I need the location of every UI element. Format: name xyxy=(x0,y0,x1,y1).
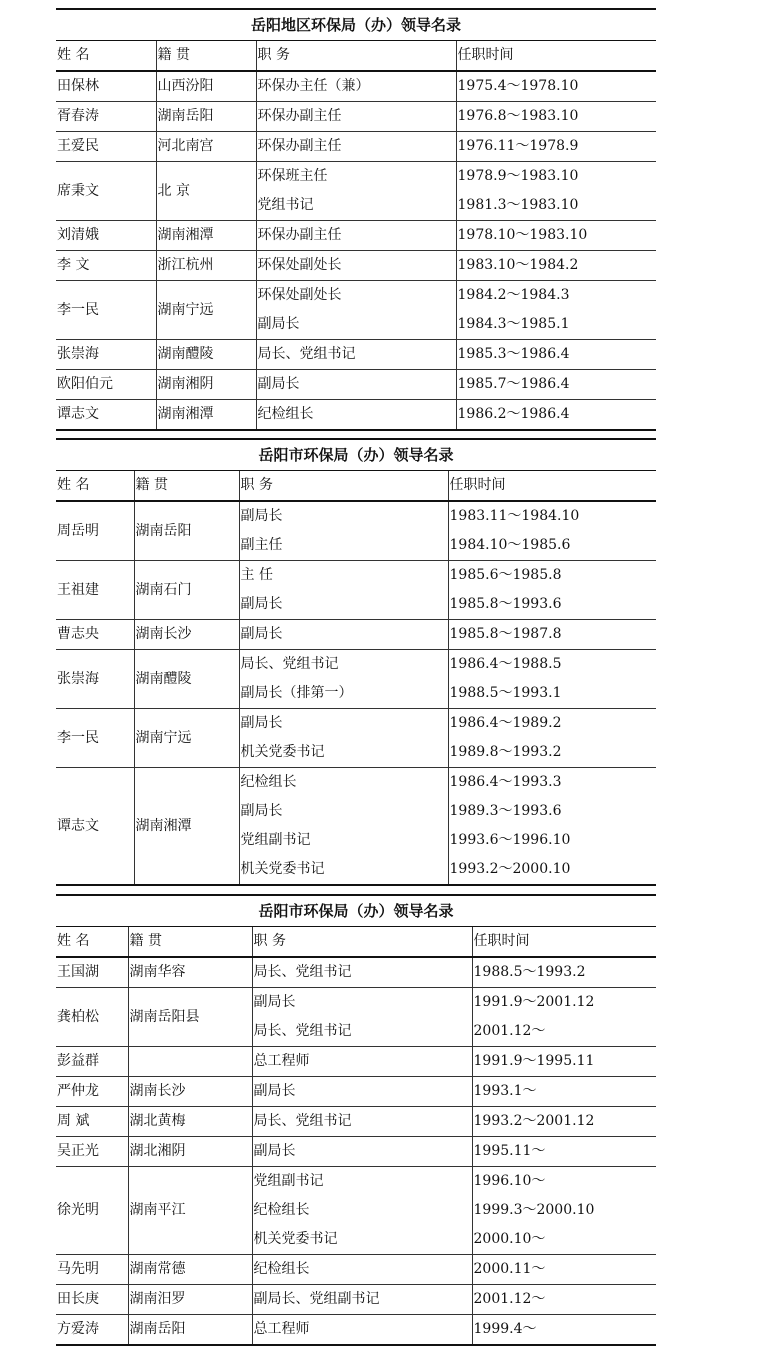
post-line: 机关党委书记 xyxy=(240,744,325,760)
leader-origin: 湖北黄梅 xyxy=(128,1107,252,1137)
table-row xyxy=(56,1315,656,1346)
leader-name: 方爱涛 xyxy=(56,1315,128,1346)
leader-posts xyxy=(256,340,456,370)
table-row xyxy=(56,620,656,650)
term-line: 1991.9～1995.11 xyxy=(473,1053,595,1069)
post-line: 总工程师 xyxy=(253,1321,310,1337)
term-line: 1975.4～1978.10 xyxy=(457,78,579,94)
post-line: 副局长 xyxy=(240,626,283,642)
leader-origin: 湖南宁远 xyxy=(156,281,256,340)
term-line: 1991.9～2001.12 xyxy=(473,994,595,1010)
leader-posts xyxy=(252,1167,472,1255)
post-line: 环保办副主任 xyxy=(257,108,342,124)
table-row xyxy=(56,340,656,370)
post-line: 环保办副主任 xyxy=(257,227,342,243)
table-row xyxy=(56,1077,656,1107)
post-line: 纪检组长 xyxy=(240,774,297,790)
table-row xyxy=(56,162,656,221)
leader-origin: 湖南常德 xyxy=(128,1255,252,1285)
leader-posts xyxy=(239,768,448,886)
leader-posts xyxy=(256,162,456,221)
post-line: 环保办副主任 xyxy=(257,138,342,154)
leader-name: 田长庚 xyxy=(56,1285,128,1315)
header-row xyxy=(56,471,656,501)
term-line: 1995.11～ xyxy=(473,1143,546,1159)
post-line: 副局长 xyxy=(240,803,283,819)
post-line: 党组副书记 xyxy=(253,1173,324,1189)
leader-terms xyxy=(456,71,656,102)
leader-terms xyxy=(472,1167,656,1255)
term-line: 1985.8～1987.8 xyxy=(449,626,562,642)
leader-name: 谭志文 xyxy=(56,400,156,431)
term-line: 1993.1～ xyxy=(473,1083,537,1099)
leader-terms xyxy=(448,620,656,650)
leader-name: 刘清娥 xyxy=(56,221,156,251)
term-line: 1993.2～2001.12 xyxy=(473,1113,595,1129)
leader-name: 胥春涛 xyxy=(56,102,156,132)
term-line: 1984.3～1985.1 xyxy=(457,316,570,332)
post-line: 纪检组长 xyxy=(253,1202,310,1218)
leader-posts xyxy=(256,251,456,281)
term-line: 1985.3～1986.4 xyxy=(457,346,570,362)
term-line: 1978.9～1983.10 xyxy=(457,168,579,184)
post-line: 局长、党组书记 xyxy=(253,1113,352,1129)
leader-posts xyxy=(239,561,448,620)
leader-posts xyxy=(256,370,456,400)
leader-posts xyxy=(256,281,456,340)
leader-origin: 湖南岳阳 xyxy=(134,501,239,561)
table-row xyxy=(56,370,656,400)
term-line: 1984.2～1984.3 xyxy=(457,287,570,303)
leader-posts xyxy=(256,221,456,251)
table-row xyxy=(56,650,656,709)
post-line: 纪检组长 xyxy=(257,406,314,422)
table-row xyxy=(56,400,656,431)
leader-posts xyxy=(252,1255,472,1285)
header-term: 任职时间 xyxy=(472,927,656,957)
term-line: 1988.5～1993.1 xyxy=(449,685,562,701)
leader-posts xyxy=(239,620,448,650)
post-line: 副局长 xyxy=(253,994,296,1010)
term-line: 1983.10～1984.2 xyxy=(457,257,579,273)
term-line: 1986.4～1989.2 xyxy=(449,715,562,731)
leader-origin: 湖南湘潭 xyxy=(134,768,239,886)
term-line: 1976.11～1978.9 xyxy=(457,138,579,154)
leader-origin: 湖南湘阴 xyxy=(156,370,256,400)
leader-table xyxy=(56,927,656,1346)
term-line: 1983.11～1984.10 xyxy=(449,508,580,524)
post-line: 局长、党组书记 xyxy=(240,656,339,672)
table-row xyxy=(56,221,656,251)
table-row xyxy=(56,1167,656,1255)
header-row xyxy=(56,927,656,957)
post-line: 副局长 xyxy=(240,715,283,731)
leader-posts xyxy=(252,1315,472,1346)
post-line: 副局长、党组副书记 xyxy=(253,1291,380,1307)
table-row xyxy=(56,1255,656,1285)
post-line: 党组副书记 xyxy=(240,832,311,848)
leader-origin: 湖南石门 xyxy=(134,561,239,620)
post-line: 机关党委书记 xyxy=(253,1231,338,1247)
header-origin: 籍 贯 xyxy=(128,927,252,957)
term-line: 1989.3～1993.6 xyxy=(449,803,562,819)
table-row xyxy=(56,1047,656,1077)
leader-name: 彭益群 xyxy=(56,1047,128,1077)
post-line: 纪检组长 xyxy=(253,1261,310,1277)
table-row xyxy=(56,957,656,988)
leader-name: 张崇海 xyxy=(56,340,156,370)
section-3 xyxy=(56,894,656,1346)
leader-terms xyxy=(456,221,656,251)
term-line: 2001.12～ xyxy=(473,1023,546,1039)
term-line: 1978.10～1983.10 xyxy=(457,227,588,243)
leader-origin: 湖南长沙 xyxy=(134,620,239,650)
leader-posts xyxy=(252,1107,472,1137)
section-title: 岳阳市环保局（办）领导名录 xyxy=(56,894,656,927)
leader-posts xyxy=(252,1137,472,1167)
leader-name: 严仲龙 xyxy=(56,1077,128,1107)
post-line: 局长、党组书记 xyxy=(253,964,352,980)
post-line: 党组书记 xyxy=(257,197,314,213)
header-name: 姓 名 xyxy=(56,927,128,957)
post-line: 环保处副处长 xyxy=(257,257,342,273)
leader-table xyxy=(56,471,656,886)
leader-name: 周岳明 xyxy=(56,501,134,561)
leader-terms xyxy=(472,1047,656,1077)
leader-name: 王国湖 xyxy=(56,957,128,988)
term-line: 1999.4～ xyxy=(473,1321,537,1337)
term-line: 1999.3～2000.10 xyxy=(473,1202,595,1218)
leader-posts xyxy=(239,650,448,709)
leader-name: 周 斌 xyxy=(56,1107,128,1137)
leader-origin: 湖南平江 xyxy=(128,1167,252,1255)
header-row xyxy=(56,41,656,71)
term-line: 1989.8～1993.2 xyxy=(449,744,562,760)
table-row xyxy=(56,988,656,1047)
post-line: 主 任 xyxy=(240,567,273,583)
leader-terms xyxy=(472,1107,656,1137)
leader-origin: 湖南醴陵 xyxy=(156,340,256,370)
leader-origin: 湖南岳阳县 xyxy=(128,988,252,1047)
header-post: 职 务 xyxy=(252,927,472,957)
section-2 xyxy=(56,438,656,886)
leader-name: 欧阳伯元 xyxy=(56,370,156,400)
post-line: 副主任 xyxy=(240,537,283,553)
leader-origin: 山西汾阳 xyxy=(156,71,256,102)
term-line: 1986.4～1993.3 xyxy=(449,774,562,790)
leader-name: 张崇海 xyxy=(56,650,134,709)
leader-origin: 湖南岳阳 xyxy=(128,1315,252,1346)
leader-posts xyxy=(252,1077,472,1107)
leader-posts xyxy=(256,400,456,431)
header-post: 职 务 xyxy=(239,471,448,501)
table-row xyxy=(56,281,656,340)
leader-name: 徐光明 xyxy=(56,1167,128,1255)
leader-origin: 湖南汨罗 xyxy=(128,1285,252,1315)
leader-terms xyxy=(456,251,656,281)
leader-posts xyxy=(252,988,472,1047)
leader-name: 曹志央 xyxy=(56,620,134,650)
leader-name: 王祖建 xyxy=(56,561,134,620)
term-line: 1988.5～1993.2 xyxy=(473,964,586,980)
table-row xyxy=(56,1137,656,1167)
section-1 xyxy=(56,8,656,431)
leader-terms xyxy=(456,340,656,370)
leader-posts xyxy=(256,132,456,162)
term-line: 1985.6～1985.8 xyxy=(449,567,562,583)
leader-posts xyxy=(256,102,456,132)
post-line: 副局长 xyxy=(257,376,300,392)
leader-origin: 湖南湘潭 xyxy=(156,221,256,251)
leader-terms xyxy=(472,988,656,1047)
table-row xyxy=(56,501,656,561)
leader-terms xyxy=(472,1077,656,1107)
post-line: 副局长 xyxy=(257,316,300,332)
table-row xyxy=(56,132,656,162)
leader-table xyxy=(56,41,656,431)
post-line: 机关党委书记 xyxy=(240,861,325,877)
leader-name: 王爱民 xyxy=(56,132,156,162)
section-title: 岳阳地区环保局（办）领导名录 xyxy=(56,8,656,41)
term-line: 2000.10～ xyxy=(473,1231,546,1247)
table-row xyxy=(56,709,656,768)
leader-name: 田保林 xyxy=(56,71,156,102)
post-line: 环保办主任（兼） xyxy=(257,78,370,94)
term-line: 1984.10～1985.6 xyxy=(449,537,571,553)
term-line: 1976.8～1983.10 xyxy=(457,108,579,124)
post-line: 环保班主任 xyxy=(257,168,328,184)
leader-terms xyxy=(472,1255,656,1285)
leader-posts xyxy=(256,71,456,102)
leader-terms xyxy=(456,400,656,431)
term-line: 1981.3～1983.10 xyxy=(457,197,579,213)
post-line: 副局长（排第一） xyxy=(240,685,353,701)
header-term: 任职时间 xyxy=(448,471,656,501)
leader-origin: 湖南宁远 xyxy=(134,709,239,768)
term-line: 1993.2～2000.10 xyxy=(449,861,571,877)
leader-origin: 湖南湘潭 xyxy=(156,400,256,431)
header-name: 姓 名 xyxy=(56,471,134,501)
term-line: 1986.2～1986.4 xyxy=(457,406,570,422)
post-line: 副局长 xyxy=(240,508,283,524)
header-post: 职 务 xyxy=(256,41,456,71)
post-line: 局长、党组书记 xyxy=(257,346,356,362)
post-line: 总工程师 xyxy=(253,1053,310,1069)
leader-origin: 北 京 xyxy=(156,162,256,221)
leader-terms xyxy=(456,370,656,400)
header-term: 任职时间 xyxy=(456,41,656,71)
header-origin: 籍 贯 xyxy=(156,41,256,71)
section-title: 岳阳市环保局（办）领导名录 xyxy=(56,438,656,471)
table-row xyxy=(56,71,656,102)
leader-posts xyxy=(252,957,472,988)
leader-origin: 湖南长沙 xyxy=(128,1077,252,1107)
leader-origin: 浙江杭州 xyxy=(156,251,256,281)
leader-terms xyxy=(472,957,656,988)
leader-name: 席秉文 xyxy=(56,162,156,221)
table-row xyxy=(56,561,656,620)
leader-posts xyxy=(252,1285,472,1315)
table-row xyxy=(56,1285,656,1315)
post-line: 局长、党组书记 xyxy=(253,1023,352,1039)
leader-origin: 湖北湘阴 xyxy=(128,1137,252,1167)
leader-origin: 湖南华容 xyxy=(128,957,252,988)
term-line: 2000.11～ xyxy=(473,1261,546,1277)
leader-name: 马先明 xyxy=(56,1255,128,1285)
leader-posts xyxy=(239,709,448,768)
table-row xyxy=(56,1107,656,1137)
term-line: 1986.4～1988.5 xyxy=(449,656,562,672)
leader-terms xyxy=(448,650,656,709)
leader-name: 李一民 xyxy=(56,709,134,768)
post-line: 副局长 xyxy=(253,1143,296,1159)
leader-origin: 湖南岳阳 xyxy=(156,102,256,132)
term-line: 2001.12～ xyxy=(473,1291,546,1307)
post-line: 环保处副处长 xyxy=(257,287,342,303)
leader-name: 龚柏松 xyxy=(56,988,128,1047)
table-row xyxy=(56,102,656,132)
leader-terms xyxy=(456,162,656,221)
leader-terms xyxy=(448,768,656,886)
leader-posts xyxy=(239,501,448,561)
table-row xyxy=(56,768,656,886)
header-name: 姓 名 xyxy=(56,41,156,71)
leader-terms xyxy=(456,132,656,162)
term-line: 1985.7～1986.4 xyxy=(457,376,570,392)
leader-posts xyxy=(252,1047,472,1077)
leader-name: 谭志文 xyxy=(56,768,134,886)
table-row xyxy=(56,251,656,281)
leader-origin: 河北南宫 xyxy=(156,132,256,162)
term-line: 1996.10～ xyxy=(473,1173,546,1189)
leader-name: 吴正光 xyxy=(56,1137,128,1167)
leader-terms xyxy=(472,1315,656,1346)
term-line: 1993.6～1996.10 xyxy=(449,832,571,848)
leader-origin xyxy=(128,1047,252,1077)
leader-terms xyxy=(448,709,656,768)
post-line: 副局长 xyxy=(240,596,283,612)
leader-origin: 湖南醴陵 xyxy=(134,650,239,709)
leader-terms xyxy=(448,561,656,620)
leader-terms xyxy=(456,281,656,340)
term-line: 1985.8～1993.6 xyxy=(449,596,562,612)
leader-terms xyxy=(472,1285,656,1315)
leader-name: 李 文 xyxy=(56,251,156,281)
leader-name: 李一民 xyxy=(56,281,156,340)
leader-terms xyxy=(472,1137,656,1167)
header-origin: 籍 贯 xyxy=(134,471,239,501)
post-line: 副局长 xyxy=(253,1083,296,1099)
leader-terms xyxy=(456,102,656,132)
leader-terms xyxy=(448,501,656,561)
